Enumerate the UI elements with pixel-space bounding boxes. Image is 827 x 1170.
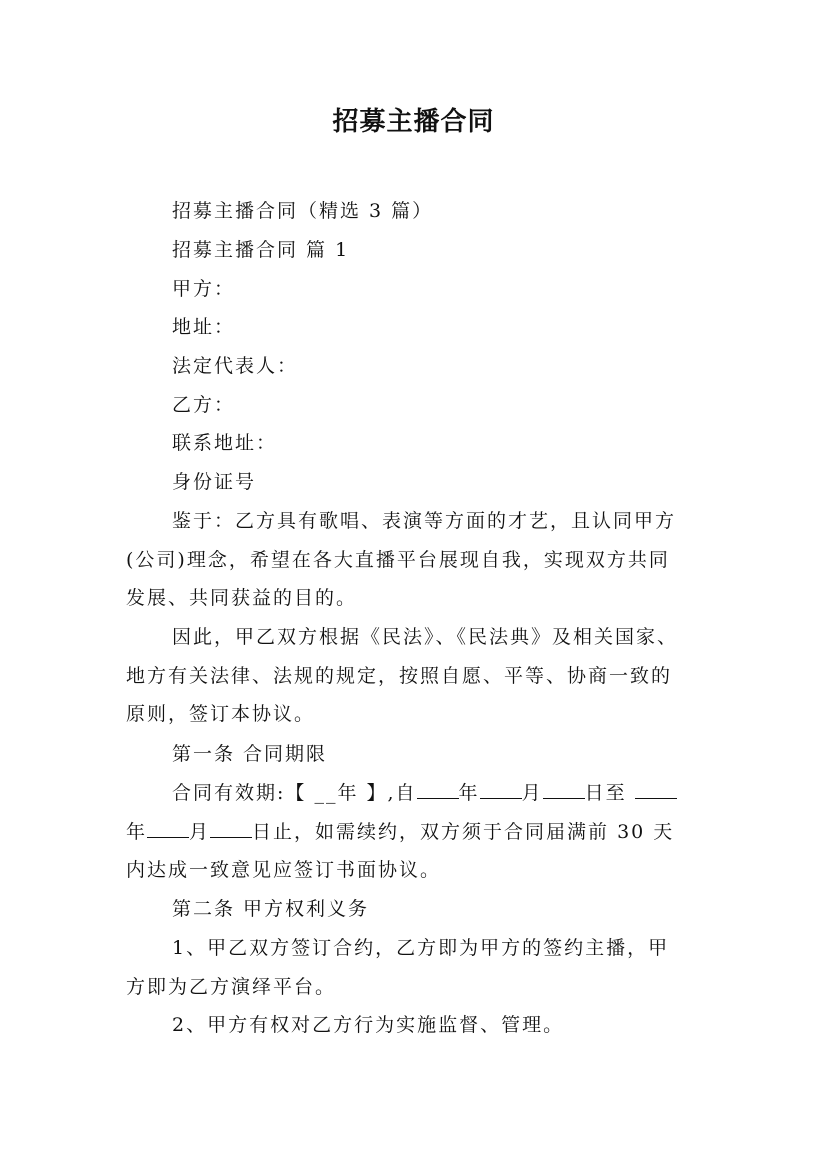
term-line-2 [126,813,706,852]
whereas-line: 发展、共同获益的目的。 [126,587,358,610]
term-text: 月 [189,820,211,843]
blank-line [147,817,189,838]
whereas-paragraph [126,502,706,618]
article-2-item-1 [126,929,706,1006]
whereas-line: 鉴于：乙方具有歌唱、表演等方面的才艺，且认同甲方 [172,510,677,532]
term-text: 日止，如需续约，双方须于合同届满前 30 天 [252,820,675,843]
term-line-1 [126,774,706,813]
blank-line [543,778,585,799]
term-text: 合同有效期:【 [172,782,315,804]
therefore-line: 地方有关法律、法规的规定，按照自愿、平等、协商一致的 [126,664,673,687]
therefore-paragraph [126,618,706,734]
article-1-heading: 第一条 合同期限 [172,743,328,765]
term-text: 年 [126,820,148,843]
contact-address-label: 联系地址： [172,432,278,454]
item-1-line: 1、甲乙双方签订合约，乙方即为甲方的签约主播，甲 [172,937,670,959]
collection-title: 招募主播合同（精选 3 篇） [172,200,434,222]
term-text: 年 [458,782,480,804]
piece-title: 招募主播合同 篇 1 [172,239,350,261]
item-1-line: 方即为乙方演绎平台。 [126,975,337,998]
article-2-heading: 第二条 甲方权利义务 [172,898,370,920]
document-title: 招募主播合同 [332,107,495,137]
address-label: 地址： [172,316,236,338]
id-number-label: 身份证号 [172,471,257,493]
whereas-line: (公司)理念，希望在各大直播平台展现自我，实现双方共同 [126,548,670,571]
article-1-term-paragraph [126,774,706,890]
term-text: __年 】,自 [314,782,417,804]
blank-line [417,778,459,799]
term-text: 日至 [584,782,635,804]
blank-line [635,778,677,799]
term-text: 月 [521,782,543,804]
blank-line [210,817,252,838]
article-2-item-2: 2、甲方有权对乙方行为实施监督、管理。 [172,1014,565,1036]
blank-line [480,778,522,799]
party-a-label: 甲方： [172,278,236,300]
legal-rep-label: 法定代表人： [172,355,299,377]
therefore-line: 原则，签订本协议。 [126,703,316,726]
term-line-3: 内达成一致意见应签订书面协议。 [126,859,442,882]
party-b-label: 乙方： [172,394,236,416]
therefore-line: 因此，甲乙双方根据《民法》、《民法典》及相关国家、 [172,626,679,648]
